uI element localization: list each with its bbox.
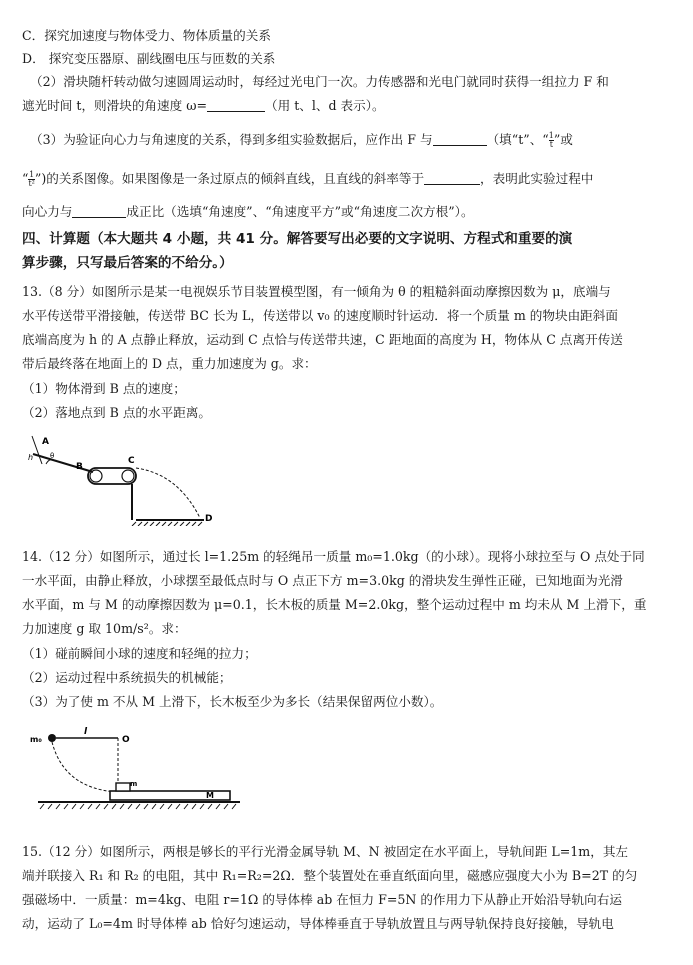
ball-m0 [48, 734, 56, 742]
q14-line1: 14.（12 分）如图所示，通过长 l=1.25m 的轻绳吊一质量 m₀=1.0kg（的小球）。现将小球拉至与 O 点处于同 [22, 549, 645, 564]
q12-part3-text: （3）为验证向心力与角速度的关系，得到多组实验数据后，应作出 F 与 [30, 132, 433, 147]
label-theta: θ [50, 452, 55, 460]
q14-line2: 一水平面，由静止释放，小球摆至最低点时与 O 点正下方 m=3.0kg 的滑块发生弹性正碰，已知地面为光滑 [22, 573, 623, 588]
q12-part3-line3 [22, 203, 672, 221]
q13-line2: 水平传送带平滑接触，传送带 BC 长为 L，传送带以 v₀ 的速度顺时针运动．将一个质量 m 的物块由距斜面 [22, 308, 618, 323]
incline-height-line [32, 436, 42, 464]
q12-part2-text: 遮光时间 t，则滑块的角速度 ω= [22, 98, 208, 113]
label-l: l [84, 727, 88, 737]
q14-sub1: （1）碰前瞬间小球的速度和轻绳的拉力； [22, 646, 257, 661]
q14-sub3: （3）为了使 m 不从 M 上滑下，长木板至少为多长（结果保留两位小数）。 [22, 694, 443, 709]
fraction-denominator: t [549, 140, 553, 149]
ground-hatch [40, 804, 236, 809]
q14-sub2: （2）运动过程中系统损失的机械能； [22, 670, 232, 685]
q12-part2-text-end: （用 t、l、d 表示）。 [265, 98, 385, 113]
q15-line3: 强磁场中．一质量：m=4kg、电阻 r=1Ω 的导体棒 ab 在恒力 F=5N 的作用力下从静止开始沿导轨向右运 [22, 892, 622, 907]
q13-sub1: （1）物体滑到 B 点的速度； [22, 381, 186, 396]
answer-blank-proportional[interactable] [72, 204, 126, 218]
answer-blank-slope[interactable] [424, 171, 480, 185]
q12-option-d: D． 探究变压器原、副线圈电压与匝数的关系 [22, 51, 276, 66]
q12-part3-text4: 向心力与 [22, 204, 73, 219]
q13-sub2: （2）落地点到 B 点的水平距离。 [22, 405, 211, 420]
belt-roller-right [122, 470, 134, 482]
label-b: B [76, 462, 83, 472]
q12-part2-line1: （2）滑块随杆转动做匀速圆周运动时，每经过光电门一次。力传感器和光电门就同时获得一组拉力 F 和 [30, 74, 609, 89]
q12-option-c: C．探究加速度与物体受力、物体质量的关系 [22, 28, 271, 43]
projectile-path [136, 468, 200, 518]
label-m0: m₀ [30, 735, 42, 744]
label-d: D [205, 514, 213, 524]
q15-line4: 动，运动了 L₀=4m 时导体棒 ab 恰好匀速运动，导体棒垂直于导轨放置且与两导轨保持良好接触，导轨电 [22, 916, 614, 931]
slider-m [116, 783, 130, 791]
label-big-m: M [206, 791, 214, 800]
q14-line3: 水平面，m 与 M 的动摩擦因数为 μ=0.1，长木板的质量 M=2.0kg，整个运动过程中 m 均未从 M 上滑下，重 [22, 597, 647, 612]
fraction-numerator: 1 [548, 131, 554, 140]
label-o: O [122, 735, 130, 745]
answer-blank-omega[interactable] [207, 98, 265, 112]
swing-arc [52, 742, 116, 792]
q12-part3-text3: ，表明此实验过程中 [480, 171, 594, 186]
label-a: A [42, 437, 49, 447]
q15-line1: 15.（12 分）如图所示，两根是够长的平行光滑金属导轨 M、N 被固定在水平面上，导轨间距 L=1m，其左 [22, 844, 629, 859]
q14-diagram [28, 718, 250, 818]
q15-line2: 端并联接入 R₁ 和 R₂ 的电阻，其中 R₁=R₂=2Ω．整个装置处在垂直纸面向里，磁感应强度大小为 B=2T 的匀 [22, 868, 638, 883]
q14-line4: 力加速度 g 取 10m/s²。求： [22, 621, 187, 636]
section4-heading-line2: 算步骤，只写最后答案的不给分。） [22, 255, 233, 271]
answer-blank-variable[interactable] [433, 132, 487, 146]
label-m: m [130, 780, 138, 788]
q13-diagram [28, 434, 228, 526]
label-h: h [28, 453, 34, 462]
q13-line3: 底端高度为 h 的 A 点静止释放，运动到 C 点恰与传送带共速，C 距地面的高度为 H，物体从 C 点离开传送 [22, 332, 623, 347]
q12-part3-fill: （填“t”、“ [486, 132, 549, 147]
fraction-denominator: t² [28, 179, 35, 188]
fraction-numerator: 1 [29, 170, 35, 179]
ground-hatch [132, 522, 202, 526]
q12-part3-quote: “ [22, 171, 29, 186]
section4-heading-line1: 四、计算题（本大题共 4 小题，共 41 分。解答要写出必要的文字说明、方程式和重要的演 [22, 231, 573, 247]
q12-part2-line2 [22, 97, 672, 115]
q12-part3-line2 [22, 170, 672, 188]
q13-line4: 带后最终落在地面上的 D 点，重力加速度为 g。求： [22, 356, 317, 371]
q12-part3-line1 [30, 131, 680, 149]
label-c: C [128, 456, 135, 466]
q12-part3-or: ”或 [553, 132, 573, 147]
q12-part3-text2: ”)的关系图像。如果图像是一条过原点的倾斜直线，且直线的斜率等于 [34, 171, 425, 186]
q12-part3-text5: 成正比（选填“角速度”、“角速度平方”或“角速度二次方根”）。 [126, 204, 474, 219]
q13-line1: 13.（8 分）如图所示是某一电视娱乐节目装置模型图，有一倾角为 θ 的粗糙斜面动摩擦因数为 μ，底端与 [22, 284, 611, 299]
belt-roller-left [90, 470, 102, 482]
